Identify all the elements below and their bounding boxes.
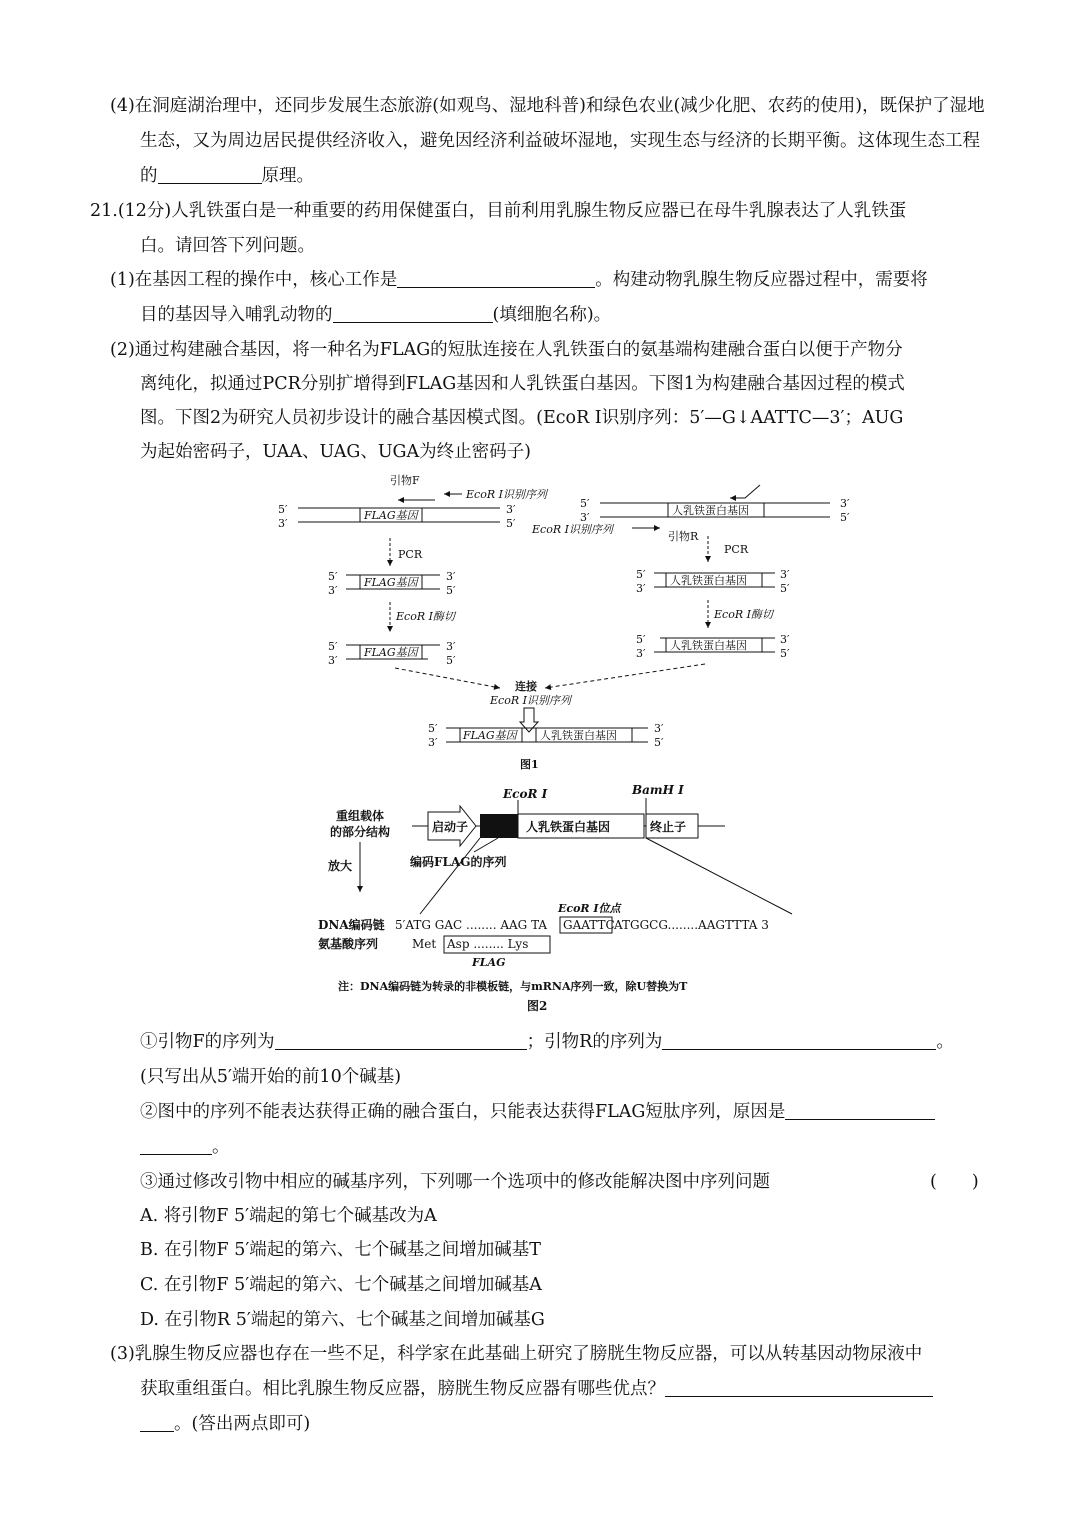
end-label: 5′ (580, 497, 590, 510)
answer-blank[interactable] (785, 1101, 935, 1120)
svg-text:5′: 5′ (328, 640, 338, 653)
q21-p2-line2: 离纯化，拟通过PCR分别扩增得到FLAG基因和人乳铁蛋白基因。下图1为构建融合基因过程的模式 (140, 374, 905, 394)
primer-r-label: 引物R (668, 530, 699, 543)
q20-p4-line2: 生态，又为周边居民提供经济收入，避免因经济利益破坏湿地，实现生态与经济的长期平衡。这体现生态工程 (140, 131, 980, 151)
svg-text:3′: 3′ (328, 654, 338, 667)
q21-sub2: ②图中的序列不能表达获得正确的融合蛋白，只能表达获得FLAG短肽序列，原因是 (140, 1100, 935, 1124)
end-label: 5′ (506, 517, 516, 530)
fig2-caption: 图2 (527, 999, 548, 1013)
lf-gene-label: 人乳铁蛋白基因 (526, 820, 611, 834)
answer-blank[interactable] (140, 1136, 212, 1155)
svg-text:5′: 5′ (780, 582, 790, 595)
flag-gene-label: FLAG基因 (364, 509, 418, 522)
coding-strand-label: DNA编码链 (318, 918, 385, 932)
q21-sub3-paren[interactable]: ( ) (930, 1172, 979, 1192)
answer-blank[interactable] (665, 1378, 933, 1397)
lf-gene-label: 人乳铁蛋白基因 (672, 504, 749, 517)
answer-blank[interactable] (140, 1413, 174, 1432)
q21-p1-line2: 目的基因导入哺乳动物的 (填细胞名称)。 (140, 305, 612, 325)
flag-seq-label: 编码FLAG的序列 (410, 855, 507, 869)
svg-text:3′: 3′ (780, 568, 790, 581)
svg-text:5′: 5′ (654, 736, 664, 749)
q21-intro-line1: 21.(12分)人乳铁蛋白是一种重要的药用保健蛋白，目前利用乳腺生物反应器已在母牛乳腺表达了人乳铁蛋 (90, 201, 907, 221)
svg-text:5′: 5′ (636, 633, 646, 646)
svg-text:3′: 3′ (636, 647, 646, 660)
primer-r-answer[interactable] (662, 1031, 936, 1050)
ecori-site-label: EcoR Ⅰ识别序列 (490, 694, 571, 707)
answer-blank[interactable] (158, 165, 262, 184)
q21-p2-line4: 为起始密码子，UAA、UAG、UGA为终止密码子) (140, 442, 532, 462)
promoter-label: 启动子 (432, 820, 469, 834)
fig1-flag-template (278, 473, 549, 530)
pcr-label: PCR (724, 543, 749, 556)
fig1-caption: 图1 (520, 758, 539, 771)
end-label: 3′ (506, 503, 516, 516)
q21-sub1: ①引物F的序列为 ；引物R的序列为 。 (140, 1032, 954, 1052)
svg-text:FLAG基因: FLAG基因 (364, 576, 418, 589)
pcr-label: PCR (398, 548, 423, 561)
q20-p4-line1: (4)在洞庭湖治理中，还同步发展生态旅游(如观鸟、湿地科普)和绿色农业(减少化肥、农药的使用)，既保护了湿地 (110, 96, 985, 116)
fig2-vector (328, 783, 792, 914)
q21-sub1-note: (只写出从5′端开始的前10个碱基) (140, 1067, 402, 1087)
ecori-cut-label: EcoR Ⅰ酶切 (396, 610, 455, 623)
q21-sub2-end: 。 (140, 1135, 230, 1159)
svg-text:3′: 3′ (428, 736, 438, 749)
bamhi-label: BamH Ⅰ (632, 783, 684, 797)
ecori-label: EcoR Ⅰ (503, 787, 548, 801)
fig1-ligated-product (428, 722, 664, 749)
fig1-flag-cut-product (328, 640, 456, 667)
q21-p1-line1: (1)在基因工程的操作中，核心工作是 。构建动物乳腺生物反应器过程中，需要将 (110, 270, 928, 290)
option-d[interactable]: D. 在引物R 5′端起的第六、七个碱基之间增加碱基G (140, 1310, 545, 1330)
figures (0, 470, 1080, 1030)
svg-text:3′: 3′ (654, 722, 664, 735)
svg-text:人乳铁蛋白基因: 人乳铁蛋白基因 (670, 639, 747, 652)
vector-label: 重组载体 (336, 809, 385, 823)
answer-blank[interactable] (397, 269, 595, 288)
svg-text:5′: 5′ (328, 570, 338, 583)
ecori-position-label: EcoR Ⅰ位点 (558, 902, 621, 915)
q21-p3-line2: 获取重组蛋白。相比乳腺生物反应器，膀胱生物反应器有哪些优点？ (140, 1377, 933, 1401)
ligate-label: 连接 (515, 680, 537, 693)
fig2-sequence (318, 902, 769, 1013)
vector-label: 的部分结构 (330, 825, 391, 839)
fig2-note: 注：DNA编码链为转录的非模板链，与mRNA序列一致，除U替换为T (338, 980, 688, 993)
ecori-cut-label: EcoR Ⅰ酶切 (714, 608, 773, 621)
svg-text:人乳铁蛋白基因: 人乳铁蛋白基因 (540, 729, 617, 742)
svg-text:5′: 5′ (636, 568, 646, 581)
q21-p2-line3: 图。下图2为研究人员初步设计的融合基因模式图。(EcoR Ⅰ识别序列：5′—G↓AATTC—3′；AUG (140, 408, 904, 428)
q21-p3-line3: 。(答出两点即可) (140, 1412, 310, 1436)
svg-text:3′: 3′ (328, 584, 338, 597)
primer-f-label: 引物F (390, 474, 420, 487)
q21-p3-line1: (3)乳腺生物反应器也存在一些不足，科学家在此基础上研究了膀胱生物反应器，可以从转基因动物尿液中 (110, 1344, 923, 1364)
answer-blank[interactable] (333, 304, 493, 323)
svg-text:5′: 5′ (446, 654, 456, 667)
svg-text:3′: 3′ (446, 640, 456, 653)
coding-seq-part1: 5′ATG GAC ........ AAG TA (395, 918, 548, 932)
fig1-lf-pcr-product (636, 568, 790, 595)
option-b[interactable]: B. 在引物F 5′端起的第六、七个碱基之间增加碱基T (140, 1240, 541, 1260)
svg-text:5′: 5′ (428, 722, 438, 735)
end-label: 3′ (840, 497, 850, 510)
fig1-lf-template (531, 485, 850, 543)
coding-seq-part2: ATGGCG........AAGTTTA 3 (614, 918, 769, 932)
fig1-lf-cut-product (636, 633, 790, 660)
ecori-site-label: EcoR Ⅰ识别序列 (532, 523, 613, 536)
aa-seq-label: 氨基酸序列 (318, 937, 379, 951)
option-a[interactable]: A. 将引物F 5′端起的第七个碱基改为A (140, 1206, 437, 1226)
svg-text:FLAG基因: FLAG基因 (364, 646, 418, 659)
svg-text:3′: 3′ (446, 570, 456, 583)
flag-label: FLAG (472, 956, 506, 969)
q21-sub3: ③通过修改引物中相应的碱基序列，下列哪一个选项中的修改能解决图中序列问题 (140, 1172, 770, 1192)
option-c[interactable]: C. 在引物F 5′端起的第六、七个碱基之间增加碱基A (140, 1275, 542, 1295)
end-label: 3′ (580, 511, 590, 524)
aa-met: Met (412, 937, 437, 951)
coding-ecori-site: GAATTC (563, 918, 615, 932)
ecori-site-label: EcoR Ⅰ识别序列 (466, 488, 547, 501)
svg-text:人乳铁蛋白基因: 人乳铁蛋白基因 (670, 574, 747, 587)
q20-p4-line3: 的 原理。 (140, 166, 314, 186)
end-label: 5′ (278, 503, 288, 516)
svg-text:5′: 5′ (780, 647, 790, 660)
aa-flag-box: Asp ........ Lys (447, 937, 529, 951)
amplify-label: 放大 (328, 859, 353, 873)
q21-p2-line1: (2)通过构建融合基因，将一种名为FLAG的短肽连接在人乳铁蛋白的氨基端构建融合蛋白以便于产物分 (110, 340, 903, 360)
svg-text:3′: 3′ (636, 582, 646, 595)
q21-intro-line2: 白。请回答下列问题。 (140, 236, 315, 256)
end-label: 5′ (840, 511, 850, 524)
flag-sequence-box (480, 814, 518, 838)
terminator-label: 终止子 (650, 820, 687, 834)
fig1-flag-pcr-product (328, 570, 456, 597)
primer-f-answer[interactable] (275, 1031, 527, 1050)
svg-text:3′: 3′ (780, 633, 790, 646)
end-label: 3′ (278, 517, 288, 530)
svg-text:FLAG基因: FLAG基因 (463, 729, 517, 742)
svg-text:5′: 5′ (446, 584, 456, 597)
